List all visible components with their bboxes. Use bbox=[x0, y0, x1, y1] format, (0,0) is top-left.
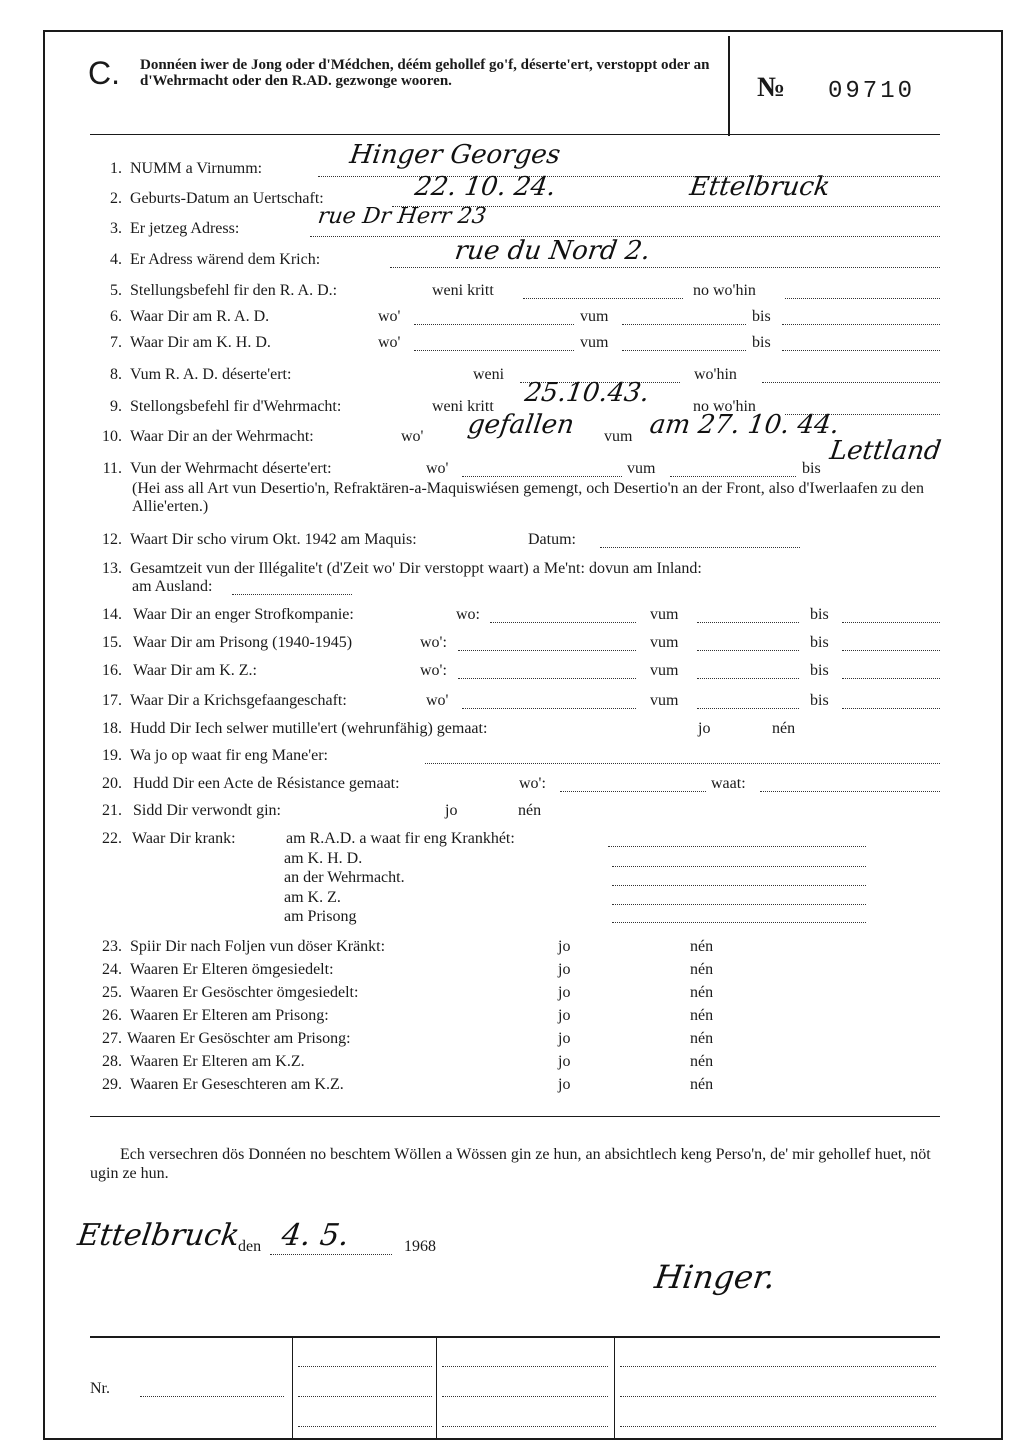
table-line bbox=[442, 1366, 608, 1367]
item-label: Er jetzeg Adress: bbox=[130, 220, 240, 237]
fill-line bbox=[490, 622, 636, 623]
fill-line bbox=[612, 904, 866, 905]
declaration-text: Ech versechren dös Donnéen no beschtem Wöllen a Wössen gin ze hun, an absichtlech keng Perso'n, de' mir gehollef huet, nöt ugin ze hun. bbox=[90, 1146, 931, 1182]
item-13-abroad: am Ausland: bbox=[132, 578, 213, 595]
handwritten-current-address: rue Dr Herr 23 bbox=[316, 204, 488, 229]
fill-line bbox=[842, 708, 940, 709]
header-divider bbox=[728, 36, 730, 136]
fill-line bbox=[697, 678, 799, 679]
item-22-sub: an der Wehrmacht. bbox=[284, 869, 405, 886]
fill-line bbox=[458, 678, 636, 679]
fill-line bbox=[622, 350, 746, 351]
form-number: 09710 bbox=[828, 78, 916, 105]
table-line bbox=[298, 1426, 432, 1427]
item-22-sub: am K. H. D. bbox=[284, 850, 363, 867]
table-line bbox=[298, 1366, 432, 1367]
fill-line bbox=[842, 622, 940, 623]
handwritten-birth-date: 22. 10. 24. bbox=[412, 172, 558, 202]
handwritten-sign-place: Ettelbruck bbox=[75, 1218, 242, 1253]
fill-line bbox=[270, 1254, 392, 1255]
item-label: Er Adress wärend dem Krich: bbox=[130, 251, 321, 268]
fill-line bbox=[697, 622, 799, 623]
fill-line bbox=[608, 846, 866, 847]
fill-line bbox=[560, 791, 706, 792]
handwritten-place: Lettland bbox=[827, 436, 943, 466]
nr-label: Nr. bbox=[90, 1380, 110, 1397]
year: 1968 bbox=[404, 1238, 436, 1255]
fill-line bbox=[425, 763, 940, 764]
table-divider bbox=[436, 1338, 437, 1438]
table-line bbox=[442, 1396, 608, 1397]
fill-line bbox=[318, 176, 940, 177]
fill-line bbox=[612, 866, 866, 867]
item-22-sub: am K. Z. bbox=[284, 889, 341, 906]
section-rule bbox=[90, 1116, 940, 1117]
fill-line bbox=[670, 476, 796, 477]
number-sign: № bbox=[757, 72, 786, 103]
fill-line bbox=[782, 350, 940, 351]
fill-line bbox=[414, 324, 574, 325]
handwritten-order-date: 25.10.43. bbox=[522, 378, 652, 408]
table-divider bbox=[614, 1338, 615, 1438]
fill-line bbox=[140, 1396, 284, 1397]
item-label: Geburts-Datum an Uertschaft: bbox=[130, 190, 324, 207]
section-letter: C. bbox=[88, 55, 120, 91]
table-divider bbox=[292, 1338, 293, 1438]
fill-line bbox=[842, 650, 940, 651]
handwritten-death-date: am 27. 10. 44. bbox=[647, 410, 842, 440]
fill-line bbox=[458, 650, 636, 651]
table-line bbox=[620, 1426, 936, 1427]
item-22-sub: am Prisong bbox=[284, 908, 357, 925]
header-rule bbox=[90, 134, 940, 135]
fill-line bbox=[622, 324, 746, 325]
den-label: den bbox=[238, 1238, 262, 1255]
signature: Hinger. bbox=[652, 1258, 778, 1296]
fill-line bbox=[600, 547, 800, 548]
item-11-note: (Hei ass all Art vun Desertio'n, Refraktären-a-Maquiswiésen gemengt, och Desertio'n an der Front, also d'Iwerlaafen zu den Allie'erten.) bbox=[132, 480, 924, 515]
fill-line bbox=[760, 791, 940, 792]
fill-line bbox=[842, 678, 940, 679]
fill-line bbox=[462, 476, 622, 477]
table-top-rule bbox=[90, 1336, 940, 1338]
table-line bbox=[298, 1396, 432, 1397]
table-line bbox=[442, 1426, 608, 1427]
fill-line bbox=[697, 650, 799, 651]
fill-line bbox=[697, 708, 799, 709]
form-title: Donnéen iwer de Jong oder d'Médchen, déém gehollef go'f, déserte'ert, verstoppt oder an d'Wehrmacht oder den R.AD. gezwonge wooren. bbox=[140, 57, 710, 89]
fill-line bbox=[232, 594, 352, 595]
handwritten-birth-place: Ettelbruck bbox=[687, 172, 832, 202]
fill-line bbox=[414, 350, 574, 351]
handwritten-name: Hinger Georges bbox=[347, 140, 563, 170]
fill-line bbox=[390, 267, 940, 268]
fill-line bbox=[785, 298, 940, 299]
handwritten-war-address: rue du Nord 2. bbox=[452, 236, 653, 266]
handwritten-fate: gefallen bbox=[465, 410, 577, 440]
fill-line bbox=[782, 324, 940, 325]
fill-line bbox=[612, 922, 866, 923]
fill-line bbox=[612, 885, 866, 886]
handwritten-sign-date: 4. 5. bbox=[279, 1218, 352, 1253]
table-line bbox=[620, 1366, 936, 1367]
table-line bbox=[620, 1396, 936, 1397]
fill-line bbox=[762, 382, 940, 383]
fill-line bbox=[523, 298, 683, 299]
item-label: NUMM a Virnumm: bbox=[130, 160, 263, 177]
fill-line bbox=[462, 708, 636, 709]
